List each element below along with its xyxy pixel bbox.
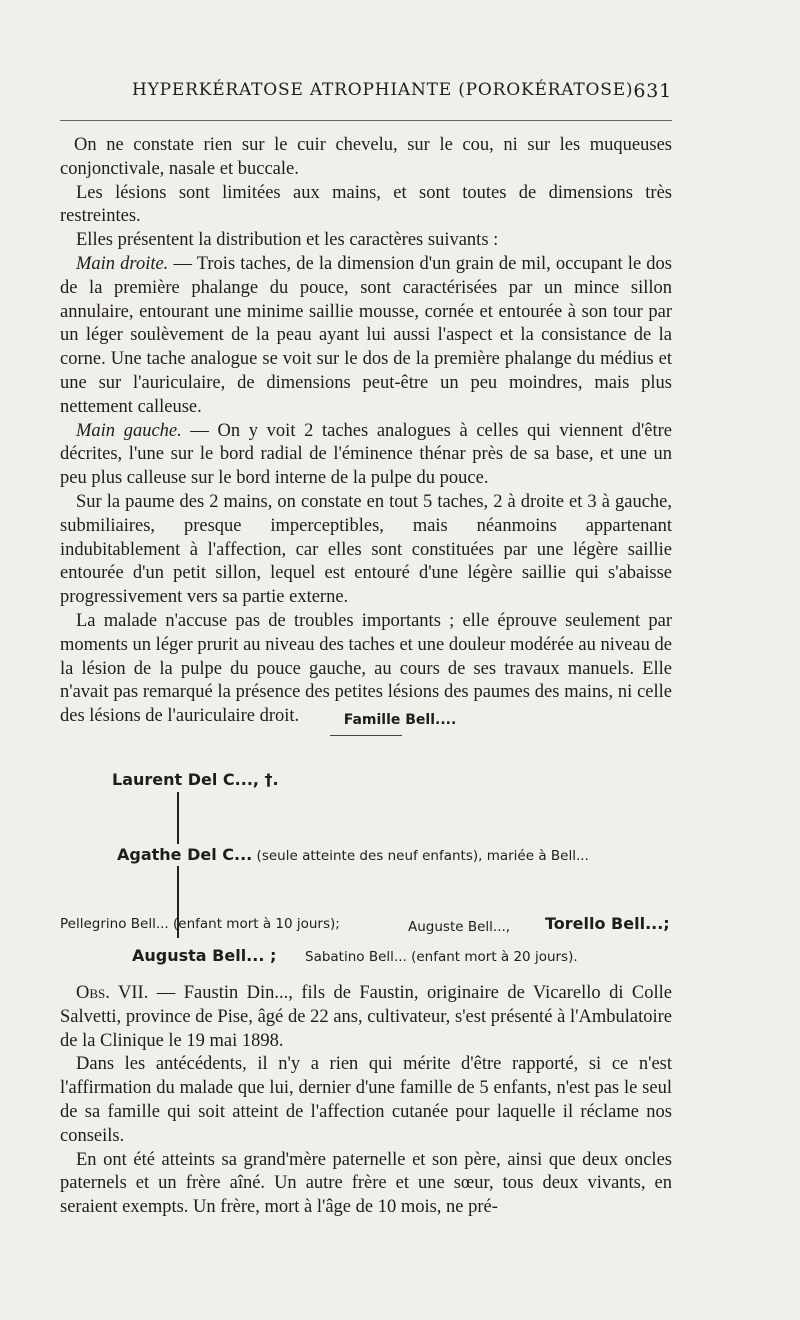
parent-note: (seule atteinte des neuf enfants), mariée à Bell... xyxy=(252,848,589,864)
paragraph: La malade n'accuse pas de troubles importants ; elle éprouve seulement par moments un léger prurit au niveau des taches et une douleur modérée au niveau de la lésion de la pulpe du pouce gauche, au cours de ses travaux manuels. Elle n'avait pas remarqué la présence des petites lésions des paumes des mains, ni celle des lésions de l'auriculaire droit. xyxy=(60,610,672,727)
tree-child-sabatino: Sabatino Bell... (enfant mort à 20 jours). xyxy=(305,949,578,965)
child-note: (enfant mort à 10 jours); xyxy=(168,916,340,932)
paragraph-body: — Faustin Din..., fils de Faustin, originaire de Vicarello di Colle Salvetti, province de Pise, âgé de 22 ans, cultivateur, s'est présenté à l'Ambulatoire de la Clinique le 19 mai 1898. xyxy=(60,983,672,1051)
paragraph: Sur la paume des 2 mains, on constate en tout 5 taches, 2 à droite et 3 à gauche, submiliaires, presque imperceptibles, mais néanmoins appartenant indubitablement à l'affection, car elles sont constituées par une légère saillie entourée d'un petit sillon, lequel est entouré d'une légère saillie qui s'abaisse progressivement vers sa partie externe. xyxy=(60,491,672,608)
observation-vii xyxy=(60,982,672,1220)
paragraph: En ont été atteints sa grand'mère paternelle et son père, ainsi que deux oncles paternels et un frère aîné. Un autre frère et une sœur, tous deux vivants, en seraient exempts. Un frère, mort à l'âge de 10 mois, ne pré- xyxy=(60,1149,672,1218)
tree-generation-3-row-1 xyxy=(60,916,340,932)
ancestor-name: Laurent Del C..., †. xyxy=(112,770,279,789)
child-name: Pellegrino Bell... xyxy=(60,916,169,932)
parent-name: Agathe Del C... xyxy=(117,845,253,864)
tree-child-torello: Torello Bell...; xyxy=(545,914,670,933)
paragraph-lead: Main droite. xyxy=(76,253,169,274)
running-title: HYPERKÉRATOSE ATROPHIANTE (POROKÉRATOSE) xyxy=(132,80,634,100)
paragraph: Les lésions sont limitées aux mains, et sont toutes de dimensions très restreintes. xyxy=(60,182,672,227)
paragraph: On ne constate rien sur le cuir chevelu, sur le cou, ni sur les muqueuses conjonctivale, nasale et buccale. xyxy=(60,135,672,179)
observation-intro xyxy=(60,982,672,1053)
paragraph-lead: Main gauche. xyxy=(76,420,182,441)
family-tree-title-rule xyxy=(330,735,402,736)
paragraph: Dans les antécédents, il n'y a rien qui mérite d'être rapporté, si ce n'est l'affirmation du malade que lui, dernier d'une famille de 5 enfants, n'est pas le seul de sa famille qui soit atteint de l'affection cutanée pour laquelle il réclame nos conseils. xyxy=(60,1054,672,1146)
paragraph-body: — On y voit 2 taches analogues à celles qui viennent d'être décrites, l'une sur le bord radial de l'éminence thénar près de sa base, et une un peu plus calleuse sur le bord interne de la pulpe du pouce. xyxy=(60,420,672,489)
tree-generation-2 xyxy=(117,845,589,864)
family-tree-title: Famille Bell.... xyxy=(343,712,457,728)
tree-connector-1 xyxy=(177,792,179,844)
page-number: 631 xyxy=(633,80,672,102)
paragraph-body: — Trois taches, de la dimension d'un grain de mil, occupant le dos de la première phalange du pouce, sont caractérisées par un mince sillon annulaire, entourant une minime saillie mousse, cornée et entourée à son tour par un léger soulèvement de la peau ayant lui aussi l'aspect et la consistance de la corne. Une tache analogue se voit sur le dos de la première phalange du médius et une sur l'auriculaire, de dimensions peut-être un peu moindres, mais plus nettement calleuse. xyxy=(60,253,672,417)
paragraph: Elles présentent la distribution et les caractères suivants : xyxy=(76,230,499,251)
tree-child-auguste: Auguste Bell..., xyxy=(408,919,511,935)
tree-generation-1 xyxy=(112,770,279,789)
tree-child-augusta: Augusta Bell... ; xyxy=(132,946,277,965)
observation-label: Obs. VII. xyxy=(76,983,149,1003)
